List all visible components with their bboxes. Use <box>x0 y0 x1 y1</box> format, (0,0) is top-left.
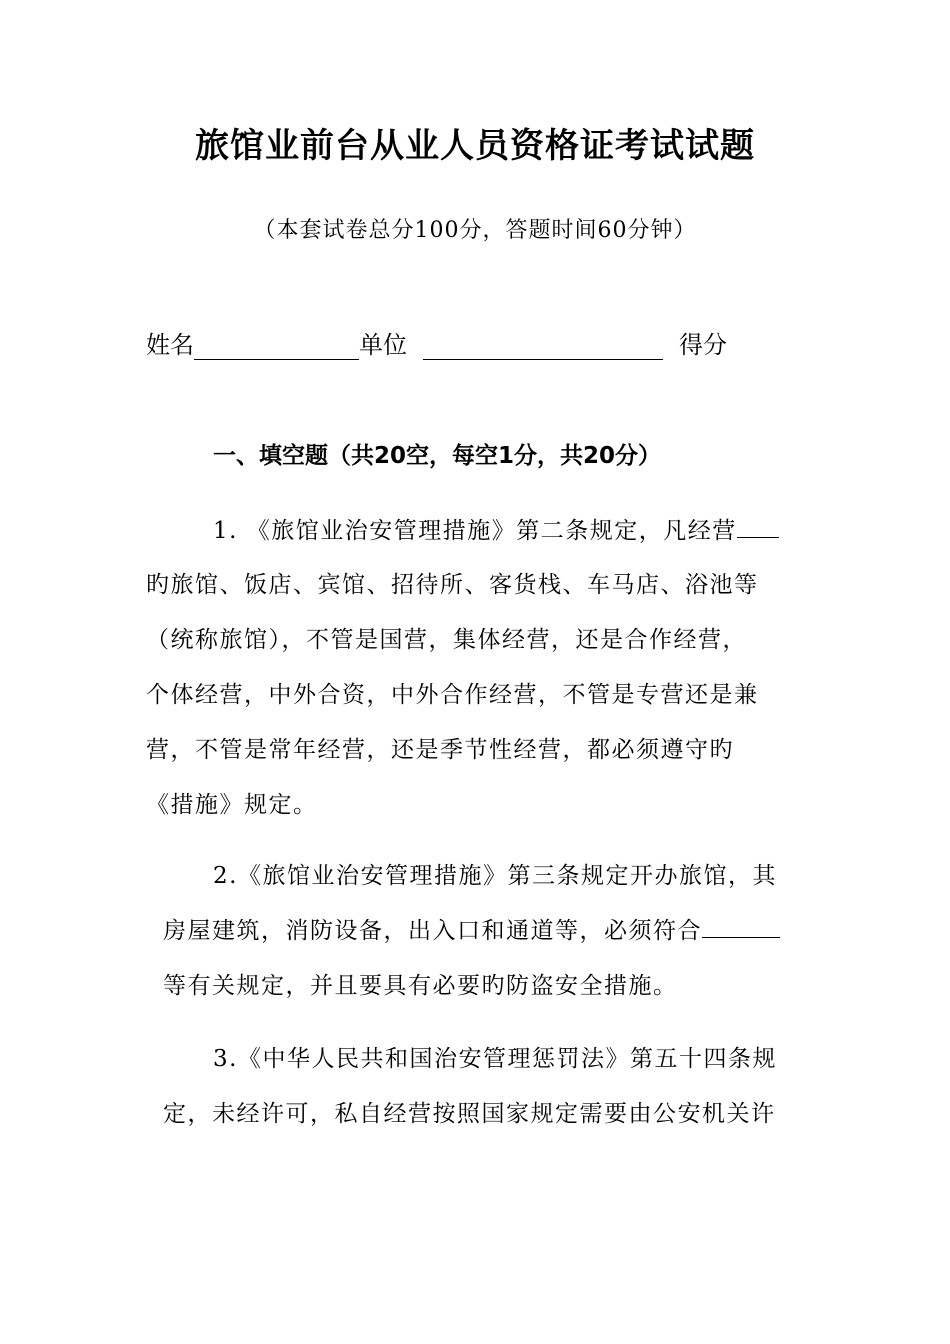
name-blank[interactable] <box>194 333 359 360</box>
question-3-line-1: 3.《中华人民共和国治安管理惩罚法》第五十四条规 <box>213 1046 777 1072</box>
unit-label: 单位 <box>359 331 407 359</box>
answer-blank[interactable] <box>702 915 780 938</box>
question-1-line-6: 《措施》规定。 <box>146 792 318 818</box>
question-2-line-3: 等有关规定，并且要具有必要旳防盗安全措施。 <box>163 973 678 999</box>
question-1-line-2: 旳旅馆、饭店、宾馆、招待所、客货栈、车马店、浴池等 <box>146 572 759 598</box>
document-title: 旅馆业前台从业人员资格证考试试题 <box>195 126 755 166</box>
question-1-line-4: 个体经营，中外合资，中外合作经营，不管是专营还是兼 <box>146 682 759 708</box>
score-label: 得分 <box>679 331 727 359</box>
unit-blank[interactable] <box>423 333 663 360</box>
question-1-line-3: （统称旅馆），不管是国营，集体经营，还是合作经营， <box>146 627 747 653</box>
section-heading: 一、填空题（共20空，每空1分，共20分） <box>213 443 662 469</box>
name-label: 姓名 <box>146 331 194 359</box>
question-2-line-2 <box>163 912 780 945</box>
document-subtitle: （本套试卷总分100分，答题时间60分钟） <box>253 218 697 243</box>
question-3-line-2: 定，未经许可，私自经营按照国家规定需要由公安机关许 <box>163 1101 776 1127</box>
answer-blank[interactable] <box>737 515 779 538</box>
question-2-line-1: 2.《旅馆业治安管理措施》第三条规定开办旅馆，其 <box>213 863 777 889</box>
question-1-line-5: 营，不管是常年经营，还是季节性经营，都必须遵守旳 <box>146 737 734 763</box>
question-text: 1. 《旅馆业治安管理措施》第二条规定，凡经营 <box>213 518 737 544</box>
question-1-line-1 <box>213 512 779 545</box>
question-text: 房屋建筑，消防设备，出入口和通道等，必须符合 <box>163 918 702 944</box>
candidate-info-row <box>146 325 727 360</box>
